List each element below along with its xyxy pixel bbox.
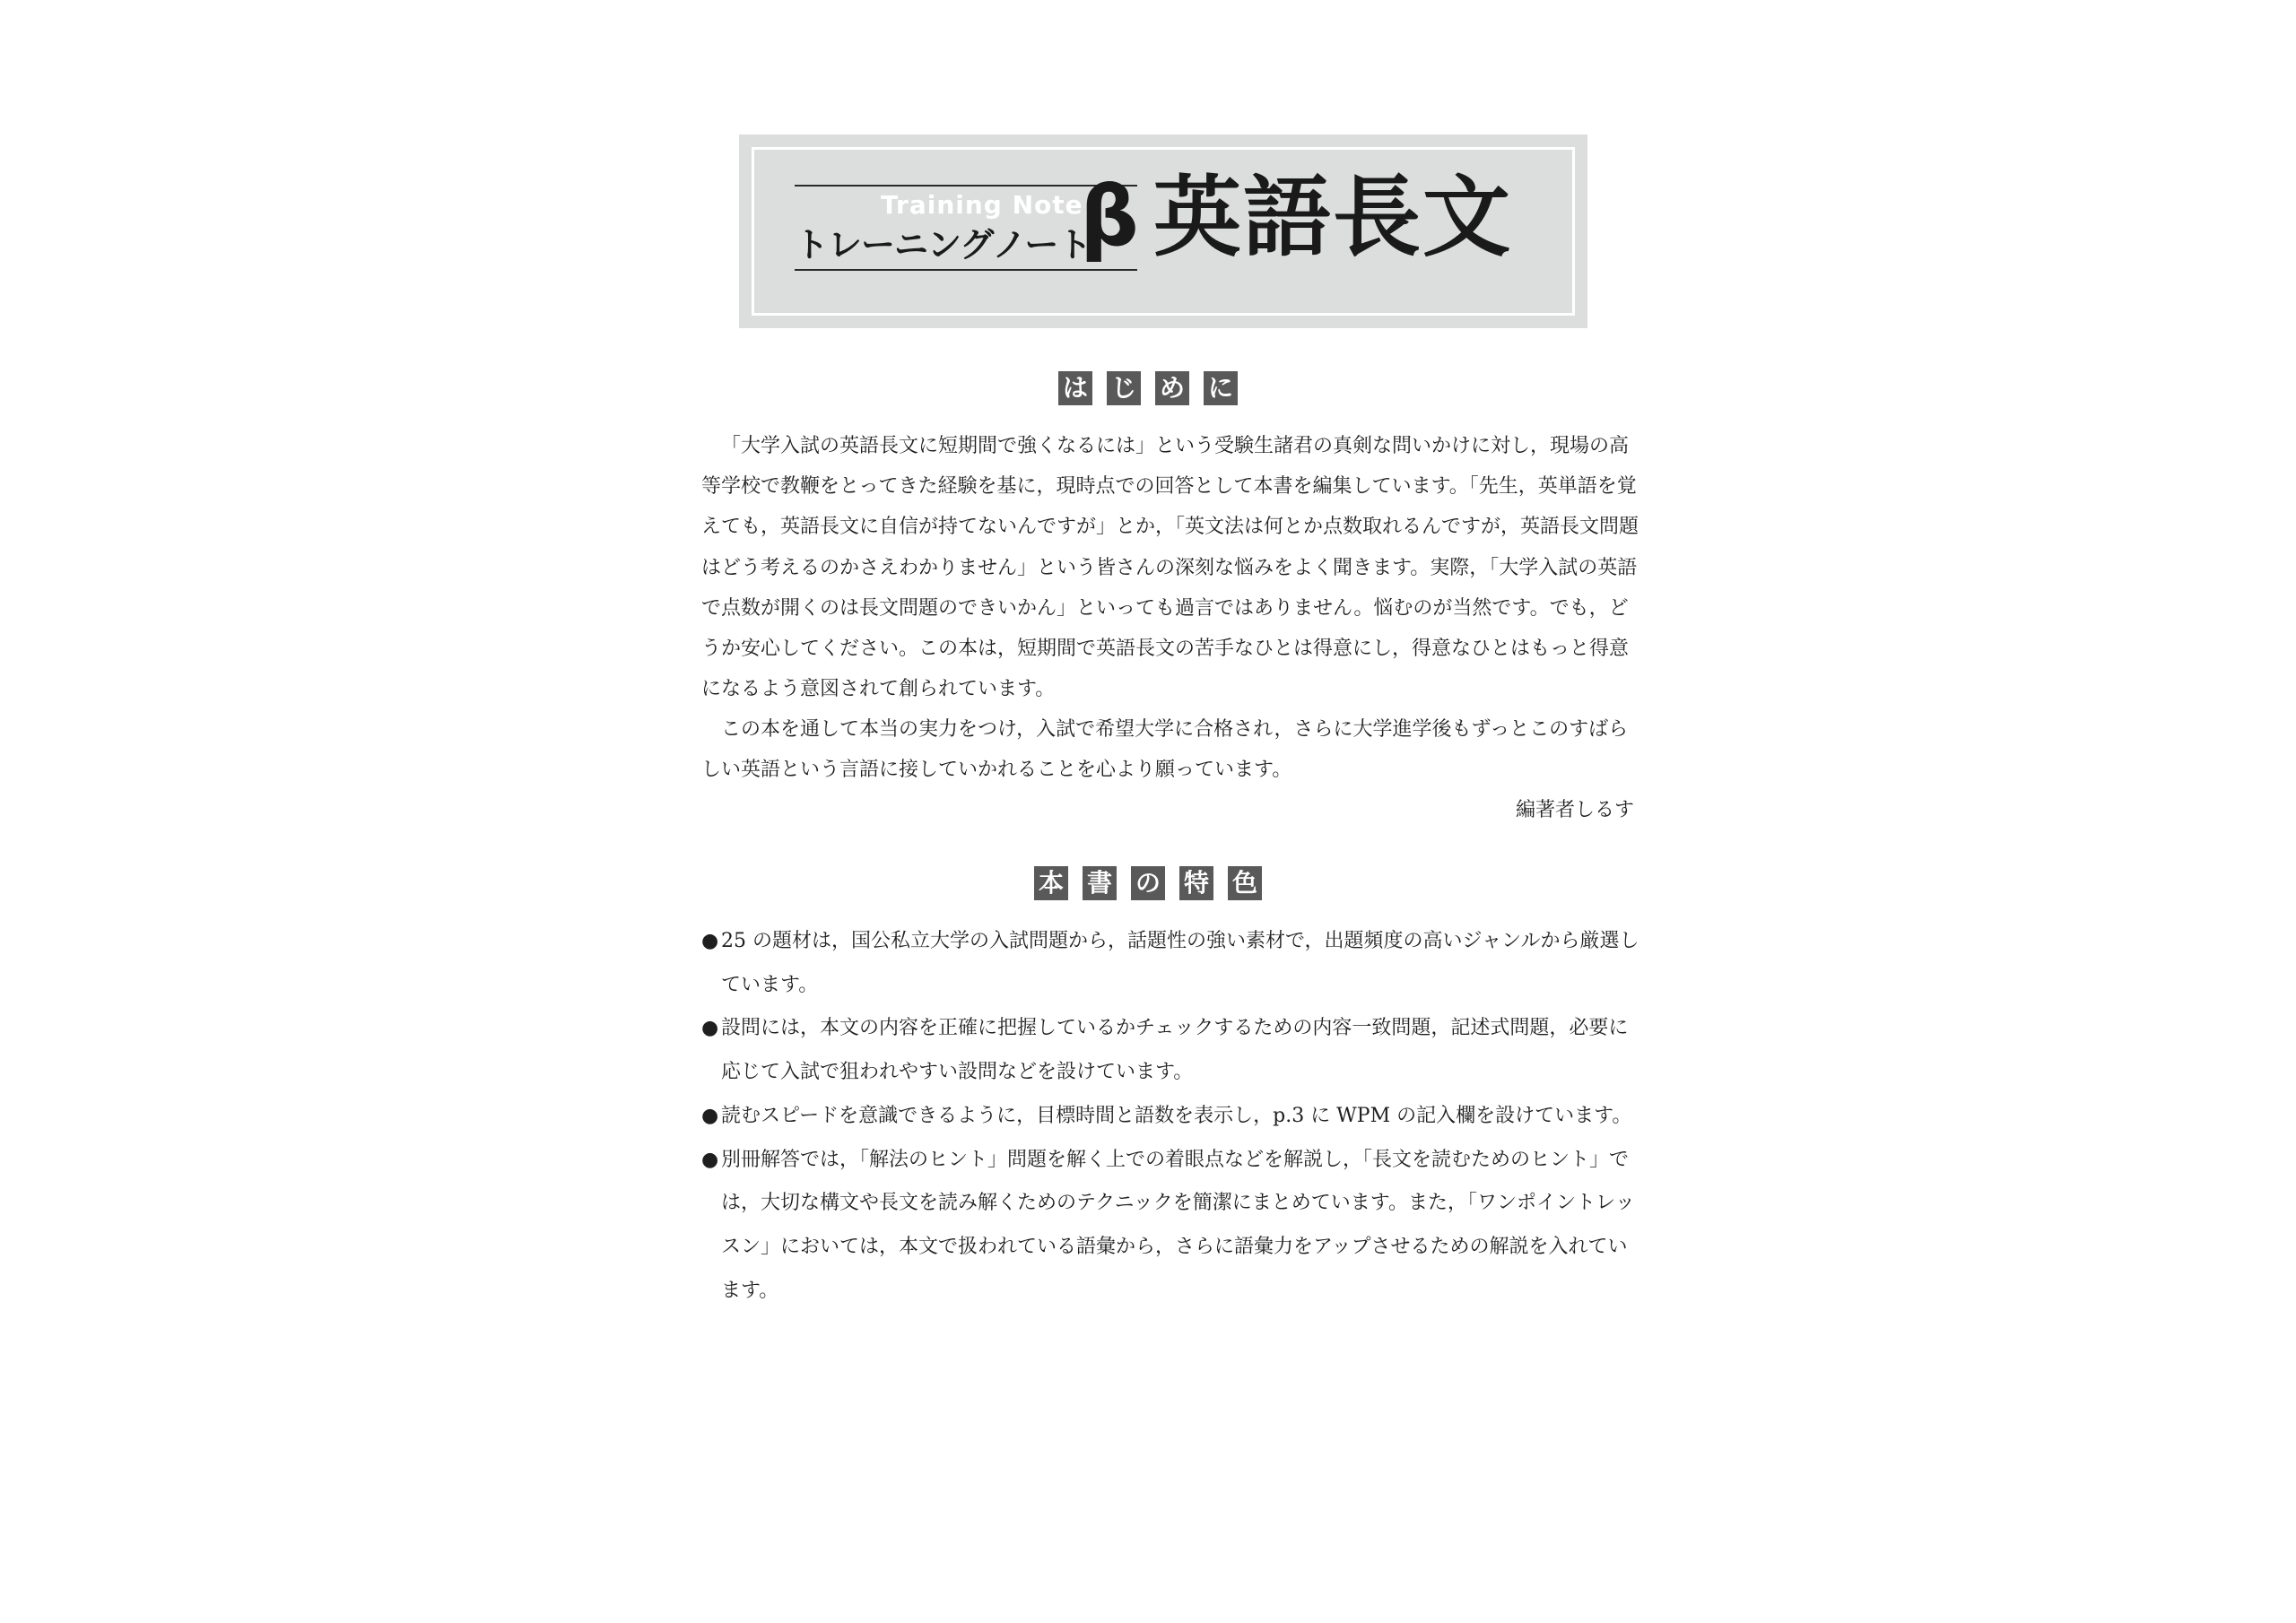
feature-text: 設問には，本文の内容を正確に把握しているかチェックするための内容一致問題，記述式問題，必要に応じて入試で狙われやすい設問などを設けています。 — [721, 1017, 1629, 1084]
features-heading — [0, 866, 2296, 900]
series-name-english: Training Note — [881, 190, 1083, 220]
intro-heading-char: は — [1058, 371, 1092, 405]
author-signature: 編著者しるす — [1515, 799, 1634, 821]
feature-text: 別冊解答では，「解法のヒント」問題を解く上での着眼点などを解説し，「長文を読むためのヒント」では，大切な構文や長文を読み解くためのテクニックを簡潔にまとめています。また，「ワンポイントレッスン」においては，本文で扱われている語彙から，さらに語彙力をアップさせるための解説を入れています。 — [721, 1148, 1635, 1302]
logo-rule-bottom — [795, 269, 1137, 271]
book-title: 英語長文 — [1153, 167, 1513, 269]
intro-heading-char: め — [1155, 371, 1189, 405]
list-item — [701, 920, 1647, 1007]
bullet-icon: ● — [701, 1148, 719, 1171]
features-heading-char: 書 — [1083, 866, 1117, 900]
features-heading-char: 本 — [1034, 866, 1068, 900]
list-item — [701, 1095, 1647, 1139]
intro-heading-char: に — [1204, 371, 1238, 405]
title-banner — [739, 135, 1587, 328]
intro-heading — [0, 371, 2296, 405]
series-name-japanese: トレーニングノート — [795, 225, 1091, 265]
bullet-icon: ● — [701, 930, 719, 952]
feature-text: 25 の題材は，国公私立大学の入試問題から，話題性の強い素材で，出題頻度の高いジャンルから厳選しています。 — [721, 930, 1639, 996]
intro-heading-char: じ — [1107, 371, 1141, 405]
bullet-icon: ● — [701, 1104, 719, 1127]
intro-paragraph-2: この本を通して本当の実力をつけ，入試で希望大学に合格され，さらに大学進学後もずっとこのすばらしい英語という言語に接していかれることを心より願っています。 — [701, 718, 1629, 782]
series-logo — [795, 169, 1139, 271]
list-item — [701, 1007, 1647, 1094]
features-list — [701, 920, 1647, 1313]
features-heading-char: 特 — [1179, 866, 1213, 900]
series-beta-mark: β — [1080, 169, 1139, 265]
features-heading-char: 色 — [1228, 866, 1262, 900]
feature-text: 読むスピードを意識できるように，目標時間と語数を表示し，p.3 に WPM の記入欄を設けています。 — [721, 1104, 1632, 1127]
features-heading-char: の — [1131, 866, 1165, 900]
bullet-icon: ● — [701, 1017, 719, 1040]
list-item — [701, 1139, 1647, 1314]
intro-paragraph-1: 「大学入試の英語長文に短期間で強くなるには」という受験生諸君の真剣な問いかけに対し，現場の高等学校で教鞭をとってきた経験を基に，現時点での回答として本書を編集しています。「先生，英単語を覚えても，英語長文に自信が持てないんですが」とか，「英文法は何とか点数取れるんですが，英語長文問題はどう考えるのかさえわかりません」という皆さんの深刻な悩みをよく聞きます。実際，「大学入試の英語で点数が開くのは長文問題のできいかん」といっても過言ではありません。悩むのが当然です。でも，どうか安心してください。この本は，短期間で英語長文の苦手なひとは得意にし，得意なひとはもっと得意になるよう意図されて創られています。 — [701, 435, 1639, 701]
